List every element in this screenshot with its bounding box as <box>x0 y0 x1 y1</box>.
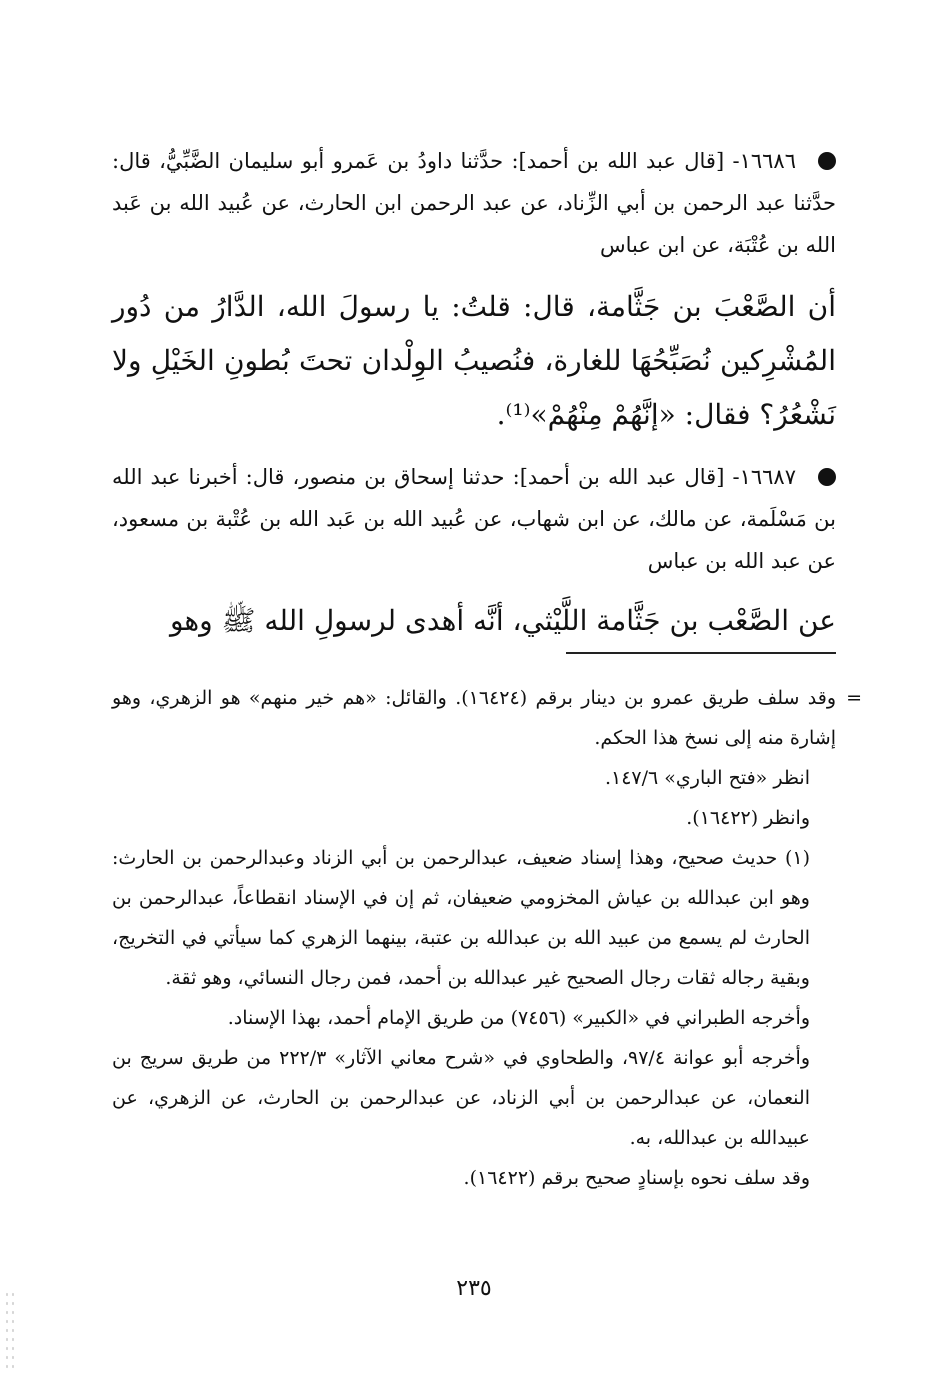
hadith-16686-matn: أن الصَّعْبَ بن جَثَّامة، قال: قلتُ: يا رسولَ الله، الدَّارُ من دُور المُشْرِكين نُصَبِّحُهَا للغارة، فنُصيبُ الوِلْدان تحتَ بُطونِ الخَيْلِ ولا نَشْعُرُ؟ فقال: «إنَّهُمْ مِنْهُمْ»⁽¹⁾. <box>112 290 836 431</box>
footnote-see-fath: انظر «فتح الباري» ٦/‏١٤٧. <box>604 767 810 789</box>
hadith-16687-isnad <box>112 456 836 582</box>
footnote-abu-awana: وأخرجه أبو عوانة ٤/‏٩٧، والطحاوي في «شرح معاني الآثار» ٣/‏٢٢٢ من طريق سريج بن النعمان، عن عبدالرحمن بن أبي الزناد، عن عبدالرحمن بن الحارث، عن الزهري، عن عبيدالله بن عبدالله، به. <box>112 1047 810 1149</box>
bullet-icon <box>818 468 836 486</box>
footnote-separator <box>566 652 836 654</box>
hadith-16686-isnad-text: ١٦٦٨٦- [قال عبد الله بن أحمد]: حدَّثنا داودُ بن عَمرو أبو سليمان الضَّبِّيُّ، قال: حدَّثنا عبد الرحمن بن أبي الزِّناد، عن عبد الرحمن ابن الحارث، عن عُبيد الله بن عَبد الله بن عُتْبَة، عن ابن عباس <box>112 149 836 257</box>
footnote-see-also: وانظر (١٦٤٢٢). <box>686 807 810 829</box>
page-content <box>112 140 862 1198</box>
page-number: ٢٣٥ <box>456 1276 492 1301</box>
bullet-icon <box>818 152 836 170</box>
footnote-salaf: وقد سلف نحوه بإسنادٍ صحيح برقم (١٦٤٢٢). <box>463 1167 810 1189</box>
footnote-continuation: وقد سلف طريق عمرو بن دينار برقم (١٦٤٢٤). والقائل: «هم خير منهم» هو الزهري، وهو إشارة منه إلى نسخ هذا الحكم. <box>112 687 837 749</box>
footnotes <box>112 678 862 1198</box>
footnote-1: (١) حديث صحيح، وهذا إسناد ضعيف، عبدالرحمن بن أبي الزناد وعبدالرحمن بن الحارث: وهو ابن عبدالله بن عياش المخزومي ضعيفان، ثم إن في الإسناد انقطاعاً، عبدالرحمن بن الحارث لم يسمع من عبيد الله بن عبدالله بن عتبة، بينهما الزهري كما سيأتي في التخريج، وبقية رجاله ثقات رجال الصحيح غير عبدالله بن أحمد، فمن رجال النسائي، وهو ثقة. <box>112 847 810 989</box>
footnote-tabarani: وأخرجه الطبراني في «الكبير» (٧٤٥٦) من طريق الإمام أحمد، بهذا الإسناد. <box>227 1007 810 1029</box>
hadith-16687-isnad-text: ١٦٦٨٧- [قال عبد الله بن أحمد]: حدثنا إسحاق بن منصور، قال: أخبرنا عبد الله بن مَسْلَمة، عن مالك، عن ابن شهاب، عن عُبيد الله بن عَبد الله بن عُتْبة بن مسعود، عن عبد الله بن عباس <box>112 465 836 573</box>
scan-margin-dots <box>4 1290 14 1370</box>
hadith-16687-matn: عن الصَّعْب بن جَثَّامة اللَّيْثي، أنَّه أهدى لرسولِ الله ﷺ وهو <box>169 604 836 637</box>
continuation-mark: = <box>846 687 862 709</box>
footnote-continuation-block <box>112 678 862 758</box>
hadith-16686-isnad <box>112 140 836 266</box>
